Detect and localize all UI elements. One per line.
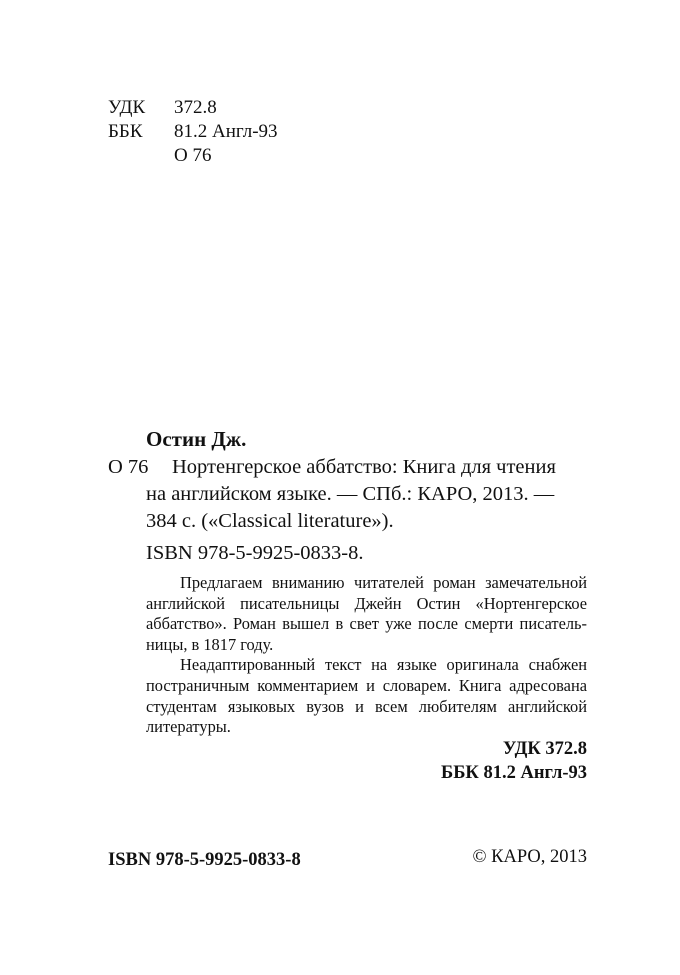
title-line-3: 384 с. («Classical literature»). [146, 510, 394, 532]
udk-label: УДК [108, 97, 146, 118]
bbk-value: 81.2 Англ-93 [174, 121, 278, 142]
annotation [146, 573, 587, 738]
bbk-label: ББК [108, 121, 143, 142]
author-mark-top: О 76 [174, 145, 212, 166]
title-line-2: на английском языке. — СПб.: КАРО, 2013. — [146, 483, 555, 505]
isbn-line: ISBN 978-5-9925-0833-8. [146, 542, 364, 564]
annotation-paragraph-1: Предлагаем вниманию читателей роман замечательной английской писательницы Джейн Остин «Нортенгерское аббатство». Роман вышел в свет уже после смерти писательницы, в 1817 году. [146, 573, 587, 654]
udk-value: 372.8 [174, 97, 217, 118]
annotation-paragraph-2: Неадаптированный текст на языке оригинала снабжен постраничным комментарием и словарем. Книга адресована студентам языковых вузов и всем любителям английской литературы. [146, 655, 587, 737]
author-mark: О 76 [108, 456, 149, 478]
udk-bottom: УДК 372.8 [502, 739, 587, 759]
isbn-footer: ISBN 978-5-9925-0833-8 [108, 850, 301, 870]
bbk-bottom: ББК 81.2 Англ-93 [440, 763, 587, 783]
title-line-1: Нортенгерское аббатство: Книга для чтения [172, 456, 556, 478]
author-name: Остин Дж. [146, 427, 247, 451]
copyright: © КАРО, 2013 [472, 847, 587, 867]
